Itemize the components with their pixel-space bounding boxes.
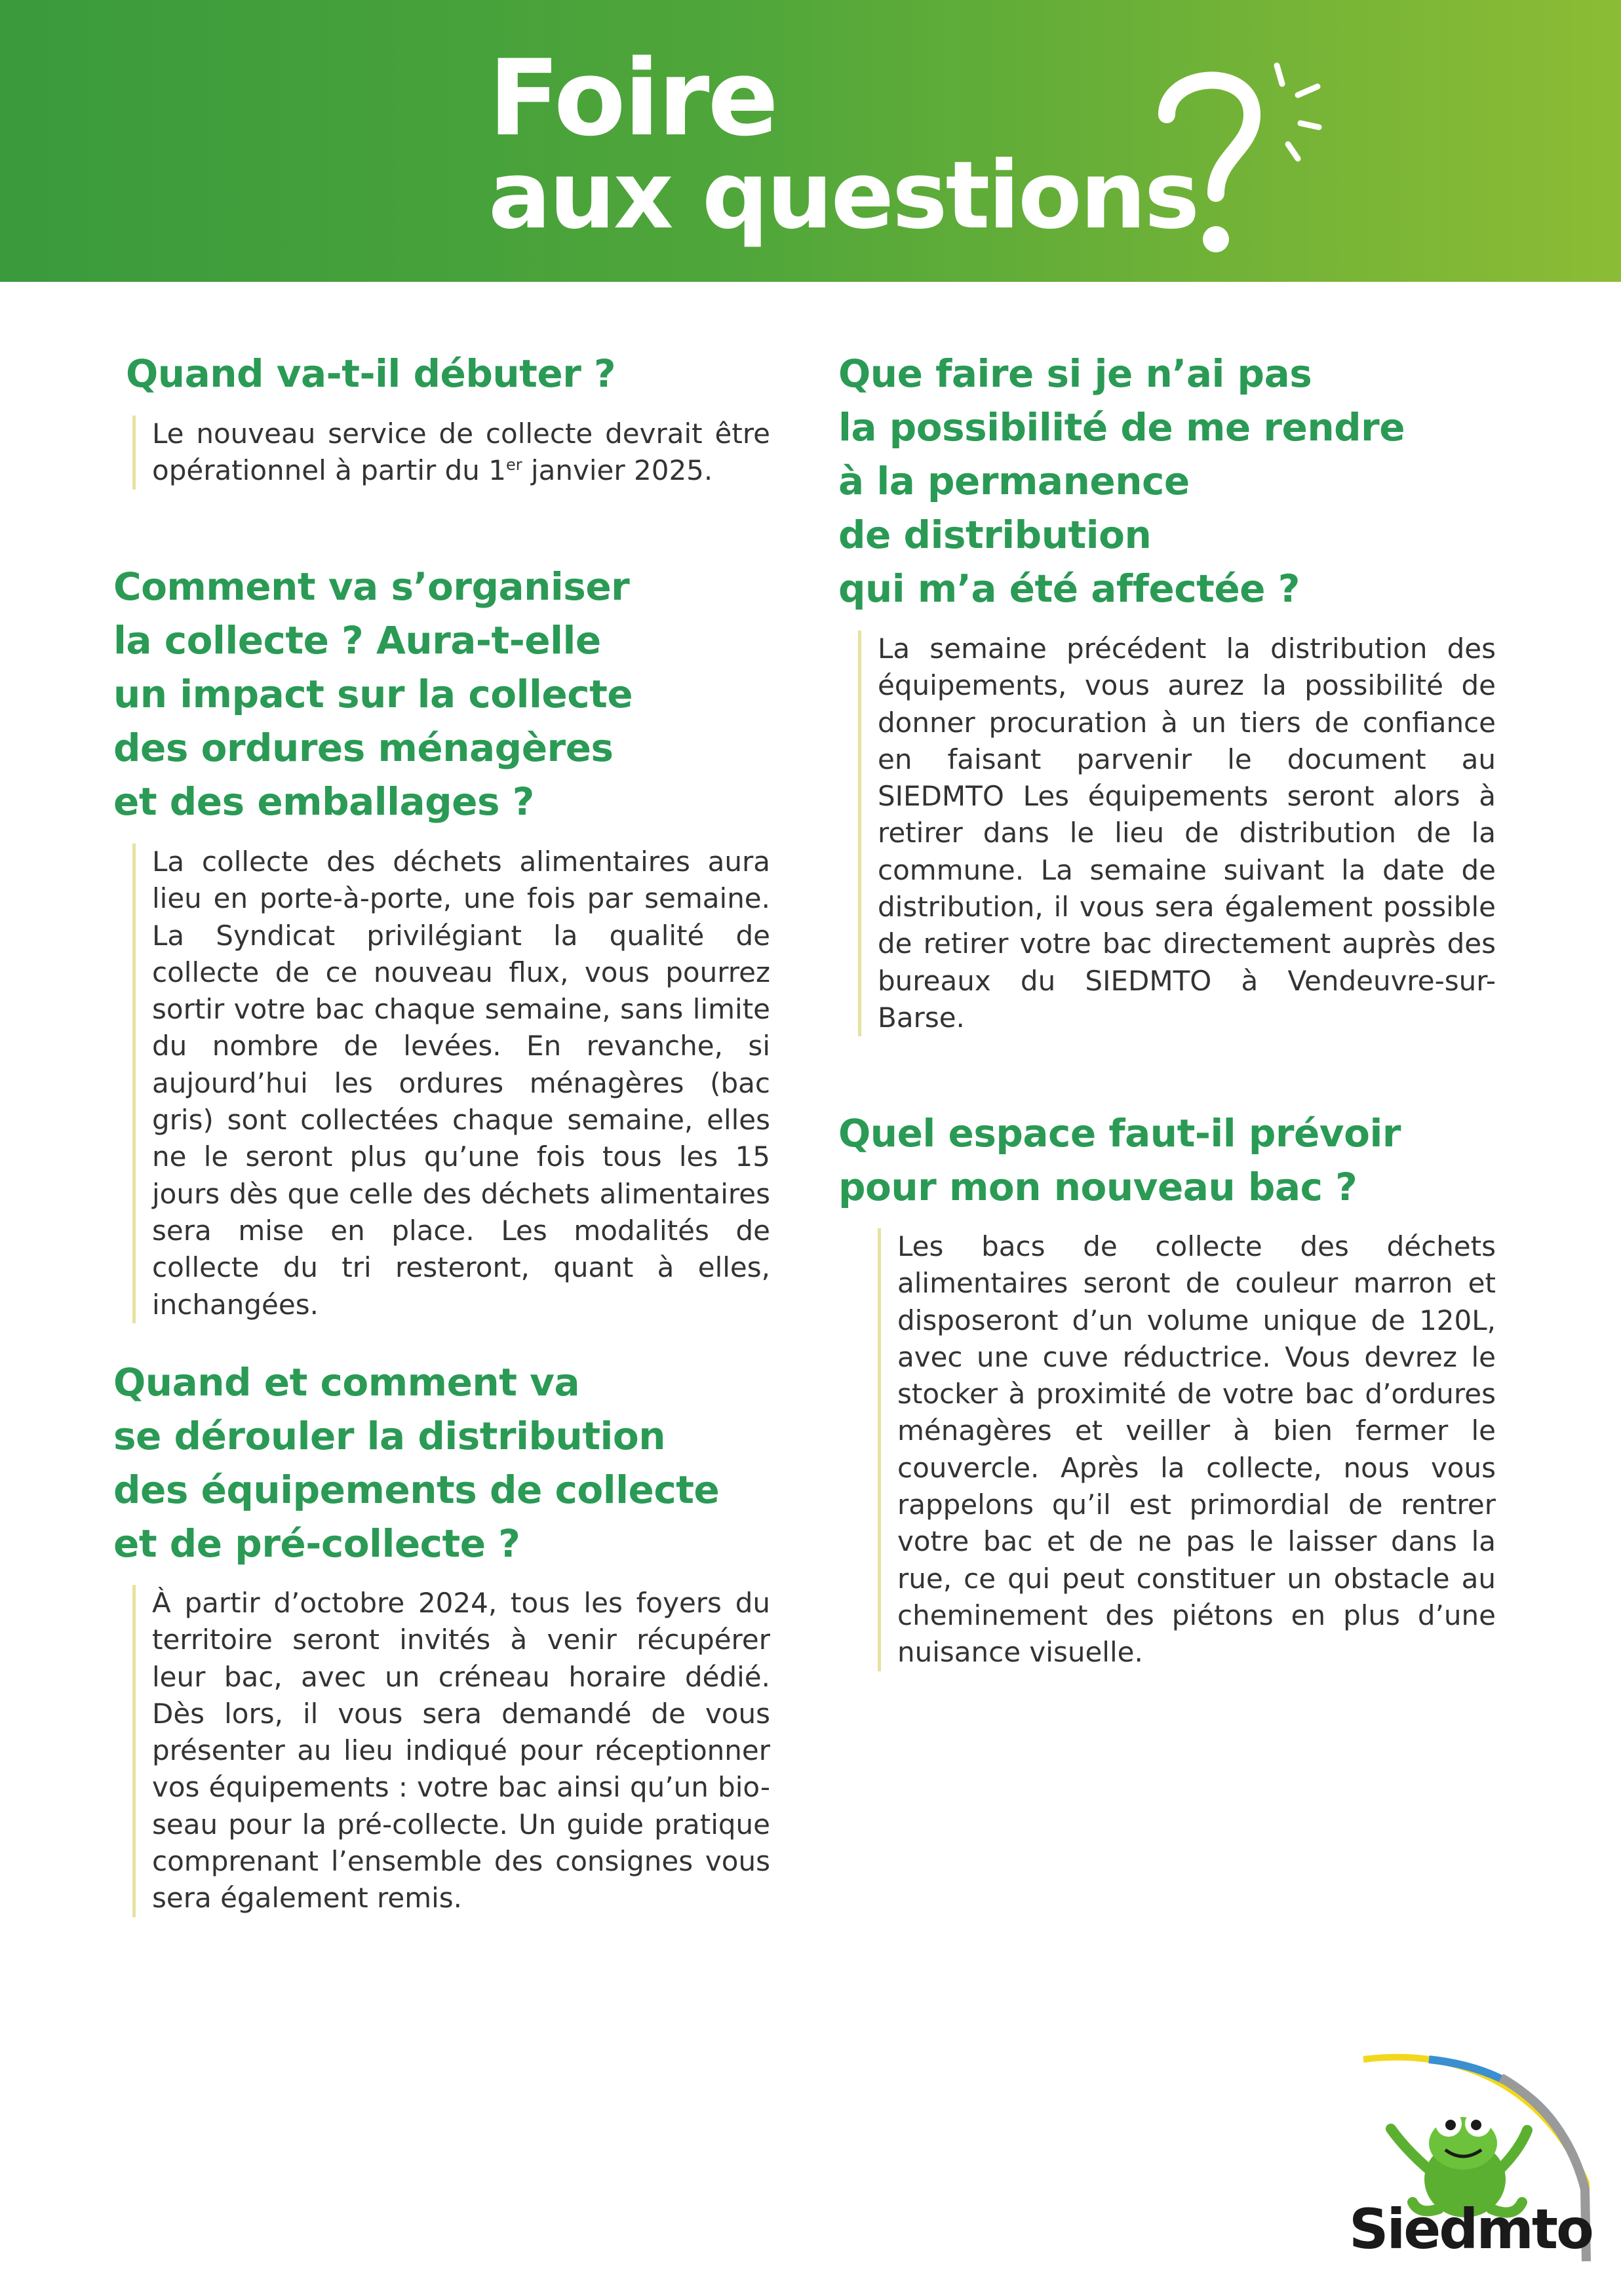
faq-question-procuration: Que faire si je n’ai pas la possibilité de me rendre à la permanence de distribution qui m’a été affectée ? xyxy=(838,351,1405,611)
question-mark-icon xyxy=(1154,59,1324,269)
page-title-line2: aux questions xyxy=(488,142,1198,250)
faq-answer-distribution: À partir d’octobre 2024, tous les foyers du territoire seront invités à venir récupérer leur bac, avec un créneau horaire dédié. Dès lors, il vous sera demandé de vous présenter au lieu indiqué pour réceptionner vos équipements : votre bac ainsi qu’un bio-seau pour la pré-collecte. Un guide pratique comprenant l’ensemble des consignes vous sera également remis. xyxy=(132,1585,770,1917)
faq-answer-start: Le nouveau service de collecte devrait être opérationnel à partir du 1er janvier 2025. xyxy=(132,416,770,490)
faq-answer-procuration: La semaine précédent la distribution des équipements, vous aurez la possibilité de donner procuration à un tiers de confiance en faisant parvenir le document au SIEDMTO Les équipements seront alors à retirer dans le lieu de distribution de la commune. La semaine suivant la date de distribution, il vous sera également possible de retirer votre bac directement auprès des bureaux du SIEDMTO à Vendeuvre-sur-Barse. xyxy=(858,631,1496,1036)
faq-question-distribution: Quand et comment va se dérouler la distribution des équipements de collecte et de pré-collecte ? xyxy=(113,1360,720,1566)
faq-answer-organisation: La collecte des déchets alimentaires aura lieu en porte-à-porte, une fois par semaine. La Syndicat privilégiant la qualité de collecte de ce nouveau flux, vous pourrez sortir votre bac chaque semaine, sans limite du nombre de levées. En revanche, si aujourd’hui les ordures ménagères (bac gris) sont collectées chaque semaine, elles ne le seront plus qu’une fois tous les 15 jours dès que celle des déchets alimentaires sera mise en place. Les modalités de collecte du tri resteront, quant à elles, inchangées. xyxy=(132,844,770,1323)
page-title-line1: Foire xyxy=(488,37,777,159)
logo-wordmark: Siedmto xyxy=(1349,2197,1592,2261)
faq-question-espace: Quel espace faut-il prévoir pour mon nouveau bac ? xyxy=(838,1111,1401,1209)
faq-question-organisation: Comment va s’organiser la collecte ? Aura-t-elle un impact sur la collecte des ordures ménagères et des emballages ? xyxy=(113,564,633,824)
header-banner xyxy=(0,0,1621,282)
faq-answer-espace: Les bacs de collecte des déchets alimentaires seront de couleur marron et disposeront d’un volume unique de 120L, avec une cuve réductrice. Vous devrez le stocker à proximité de votre bac d’ordures ménagères et veiller à bien fermer le couvercle. Après la collecte, nous vous rappelons qu’il est primordial de rentrer votre bac et de ne pas le laisser dans la rue, ce qui peut constituer un obstacle au cheminement des piétons en plus d’une nuisance visuelle. xyxy=(878,1228,1496,1671)
faq-question-start: Quand va-t-il débuter ? xyxy=(126,351,616,396)
